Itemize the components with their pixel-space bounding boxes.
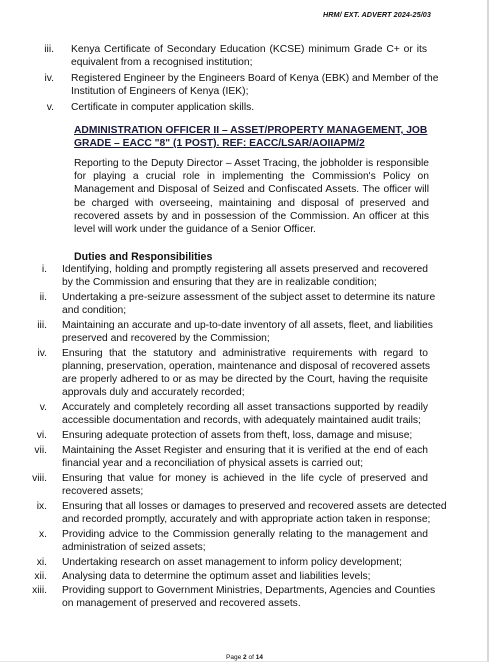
duty-item xyxy=(0,571,489,584)
list-item-number: viii. xyxy=(32,473,47,484)
requirement-item xyxy=(0,102,489,115)
duty-item xyxy=(0,430,489,443)
list-item-text-line: Identifying, holding and promptly registering all assets preserved and recovered xyxy=(62,264,428,275)
list-item-text-line: Providing support to Government Ministries, Departments, Agencies and Counties xyxy=(62,585,436,596)
list-item-text-line: Ensuring that all losses or damages to preserved and recovered assets are detected xyxy=(62,501,447,512)
list-item-text-line: approvals duly and accurately recorded; xyxy=(62,387,245,398)
job-title-line-2: GRADE – EACC "8" (1 POST). REF: EACC/LSAR/AOIIAPM/2 xyxy=(74,137,365,149)
page-of-label: of xyxy=(246,654,256,661)
job-title-line-1: ADMINISTRATION OFFICER II – ASSET/PROPERTY MANAGEMENT, JOB xyxy=(74,125,428,136)
list-item-number: ix. xyxy=(36,501,47,512)
list-item-number: xii. xyxy=(34,571,47,582)
list-item-text-line: equivalent from a recognised institution; xyxy=(71,57,253,68)
list-item-number: iv. xyxy=(44,73,54,84)
list-item-number: iv. xyxy=(37,348,47,359)
list-item-text-line: Accurately and completely recording all asset transactions supported by readily xyxy=(62,402,428,413)
list-item-text-line: Institution of Engineers of Kenya (IEK); xyxy=(71,86,249,97)
requirement-item xyxy=(0,73,489,99)
list-item-text-line: Registered Engineer by the Engineers Board of Kenya (EBK) and Member of the xyxy=(71,73,439,84)
list-item-text-line: Analysing data to determine the optimum asset and liabilities levels; xyxy=(62,571,371,582)
job-introduction: Reporting to the Deputy Director – Asset Tracing, the jobholder is responsible for playing a crucial role in implementing the Commission's Policy on Management and Disposal of Seized and Confiscated Assets. The officer will be charged with overseeing, maintaining and disposal of preserved and recovered assets by and in possession of the Commission. An officer at this level will work under the guidance of a Senior Officer. xyxy=(74,158,429,236)
list-item-number: ii. xyxy=(39,292,47,303)
list-item-text-line: Kenya Certificate of Secondary Education (KCSE) minimum Grade C+ or its xyxy=(71,44,427,55)
duty-item xyxy=(0,445,489,471)
list-item-text-line: Providing advice to the Commission generally relating to the management and xyxy=(62,529,428,540)
list-item-text-line: and condition; xyxy=(62,305,127,316)
list-item-text-line: Undertaking a pre-seizure assessment of the subject asset to determine its nature xyxy=(62,292,436,303)
duty-item xyxy=(0,292,489,318)
duty-item xyxy=(0,473,489,499)
duty-item xyxy=(0,320,489,346)
duty-item xyxy=(0,501,489,527)
job-title xyxy=(74,125,434,150)
list-item-text-line: planning, preservation, operation, maintenance and disposal of recovered assets xyxy=(62,361,431,372)
list-item-number: xi. xyxy=(36,557,47,568)
list-item-text-line: Maintaining an accurate and up-to-date inventory of all assets, fleet, and liabilities xyxy=(62,320,433,331)
list-item-text-line: financial year and a reconciliation of physical assets is carried out; xyxy=(62,458,364,469)
list-item-number: vii. xyxy=(34,445,47,456)
list-item-number: vi. xyxy=(36,430,47,441)
list-item-text-line: on management of preserved and recovered assets. xyxy=(62,598,301,609)
duty-item xyxy=(0,529,489,555)
list-item-text-line: Maintaining the Asset Register and ensuring that it is verified at the end of each xyxy=(62,445,428,456)
list-item-number: xiii. xyxy=(32,585,47,596)
current-page-number: 2 xyxy=(243,654,247,661)
list-item-text-line: recovered assets; xyxy=(62,486,144,497)
page-footer xyxy=(0,654,489,661)
duties-heading: Duties and Responsibilities xyxy=(74,251,213,263)
duty-item xyxy=(0,402,489,428)
list-item-text-line: Ensuring that the statutory and administrative requirements with regard to xyxy=(62,348,428,359)
requirement-item xyxy=(0,44,489,70)
list-item-number: i. xyxy=(41,264,47,275)
list-item-text-line: Undertaking research on asset management to inform policy development; xyxy=(62,557,402,568)
duty-item xyxy=(0,264,489,290)
page-label: Page xyxy=(226,654,244,661)
list-item-text-line: accessible documentation and records, with adequately maintained audit trails; xyxy=(62,415,421,426)
list-item-number: iii. xyxy=(44,44,54,55)
list-item-number: v. xyxy=(46,102,54,113)
list-item-text-line: preserved and recovered by the Commission; xyxy=(62,333,270,344)
list-item-text-line: are properly adhered to or as may be directed by the Court, having the requisite xyxy=(62,374,428,385)
list-item-number: x. xyxy=(38,529,47,540)
list-item-text-line: by the Commission and ensuring that they are in realizable condition; xyxy=(62,277,377,288)
duty-item xyxy=(0,348,489,400)
duty-item xyxy=(0,585,489,611)
document-reference: HRM/ EXT. ADVERT 2024-25/03 xyxy=(322,10,431,19)
total-pages-number: 14 xyxy=(255,654,263,661)
list-item-text-line: and recorded promptly, accurately and with appropriate action taken in response; xyxy=(62,514,431,525)
list-item-text-line: Ensuring that value for money is achieved in the life cycle of preserved and xyxy=(62,473,428,484)
list-item-text-line: administration of seized assets; xyxy=(62,542,206,553)
list-item-number: iii. xyxy=(37,320,47,331)
list-item-text-line: Certificate in computer application skills. xyxy=(71,102,255,113)
list-item-text-line: Ensuring adequate protection of assets from theft, loss, damage and misuse; xyxy=(62,430,413,441)
list-item-number: v. xyxy=(39,402,47,413)
duty-item xyxy=(0,557,489,570)
